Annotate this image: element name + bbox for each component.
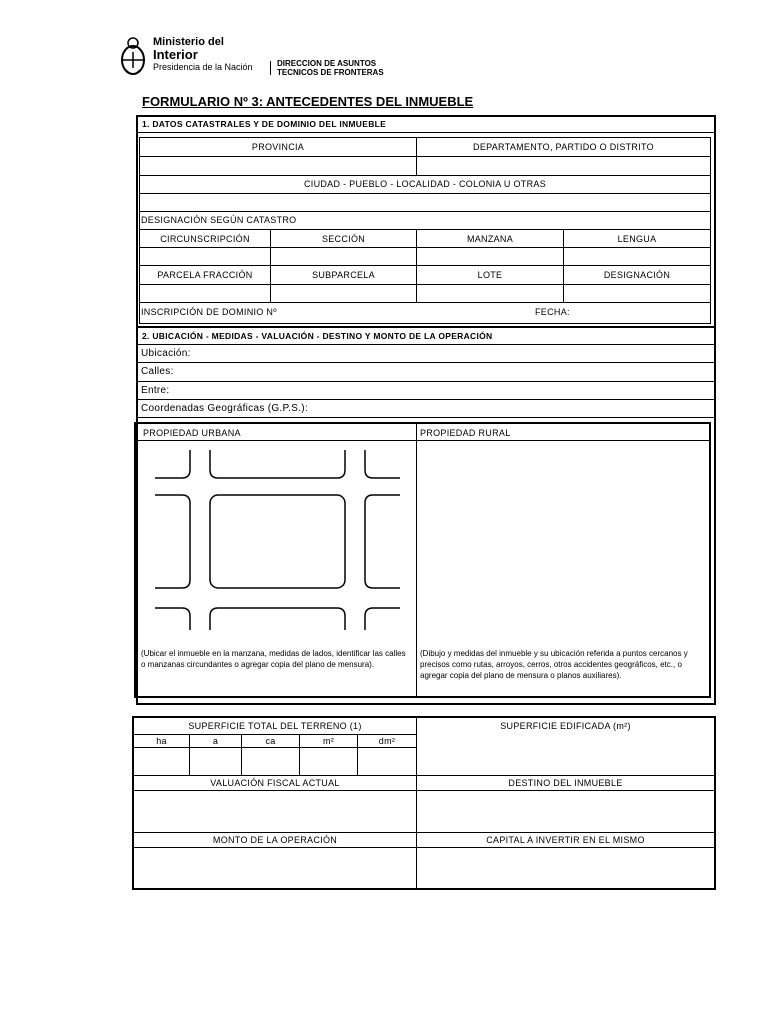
label-capital: CAPITAL A INVERTIR EN EL MISMO	[486, 835, 645, 845]
label-provincia: PROVINCIA	[251, 142, 305, 152]
label-seccion: SECCIÓN	[321, 234, 366, 244]
label-coordenadas: Coordenadas Geográficas (G.P.S.):	[141, 403, 309, 414]
label-circunscripcion: CIRCUNSCRIPCIÓN	[160, 234, 250, 244]
ministry-line2: Interior	[153, 47, 198, 62]
label-superficie-total: SUPERFICIE TOTAL DEL TERRENO (1)	[188, 721, 362, 731]
unit-m2: m²	[322, 736, 335, 746]
section1-table	[139, 137, 711, 324]
label-manzana: MANZANA	[466, 234, 514, 244]
direction-line2: TECNICOS DE FRONTERAS	[277, 68, 384, 77]
label-superficie-edificada: SUPERFICIE EDIFICADA (m²)	[500, 721, 631, 731]
label-departamento: DEPARTAMENTO, PARTIDO O DISTRITO	[473, 142, 654, 152]
rural-note: (Dibujo y medidas del inmueble y su ubicación referida a puntos cercanos y precisos como rutas, arroyos, cerros, otros accidentes geográficos, etc., o agregar copia del plano de mensura o planos auxiliares).	[420, 649, 688, 680]
label-propiedad-urbana: PROPIEDAD URBANA	[143, 428, 241, 438]
label-parcela: PARCELA FRACCIÓN	[157, 270, 253, 280]
coat-of-arms-icon	[118, 34, 148, 82]
label-designacion: DESIGNACIÓN	[603, 270, 671, 280]
label-lengua: LENGUA	[617, 234, 657, 244]
unit-ha: ha	[156, 736, 167, 746]
label-monto: MONTO DE LA OPERACIÓN	[212, 835, 338, 845]
unit-ca: ca	[265, 736, 276, 746]
city-block-diagram	[150, 450, 405, 630]
label-destino: DESTINO DEL INMUEBLE	[508, 778, 623, 788]
label-designacion-catastro: DESIGNACIÓN SEGÚN CATASTRO	[141, 215, 297, 225]
section2-heading: 2. UBICACIÓN - MEDIDAS - VALUACIÓN - DESTINO Y MONTO DE LA OPERACIÓN	[142, 331, 493, 341]
label-lote: LOTE	[477, 270, 503, 280]
urbana-note: (Ubicar el inmueble en la manzana, medidas de lados, identificar las calles o manzanas circundantes o agregar copia del plano de mensura).	[141, 649, 406, 669]
label-entre: Entre:	[141, 385, 170, 396]
label-ciudad: CIUDAD - PUEBLO - LOCALIDAD - COLONIA U OTRAS	[303, 179, 547, 189]
label-fecha: FECHA:	[535, 307, 570, 317]
label-calles: Calles:	[141, 366, 174, 377]
label-inscripcion: INSCRIPCIÓN DE DOMINIO Nº	[141, 307, 277, 317]
header-divider	[270, 61, 271, 75]
page-title: FORMULARIO Nº 3: ANTECEDENTES DEL INMUEBLE	[142, 94, 474, 109]
ministry-line3: Presidencia de la Nación	[153, 62, 253, 72]
section1-heading: 1. DATOS CATASTRALES Y DE DOMINIO DEL INMUEBLE	[142, 119, 387, 129]
ministry-line1: Ministerio del	[153, 36, 224, 48]
label-propiedad-rural: PROPIEDAD RURAL	[420, 428, 511, 438]
unit-a: a	[212, 736, 219, 746]
unit-dm2: dm²	[378, 736, 396, 746]
direction-line1: DIRECCION DE ASUNTOS	[277, 59, 377, 68]
label-valuacion: VALUACIÓN FISCAL ACTUAL	[210, 778, 340, 788]
label-ubicacion: Ubicación:	[141, 348, 191, 359]
label-subparcela: SUBPARCELA	[312, 270, 375, 280]
